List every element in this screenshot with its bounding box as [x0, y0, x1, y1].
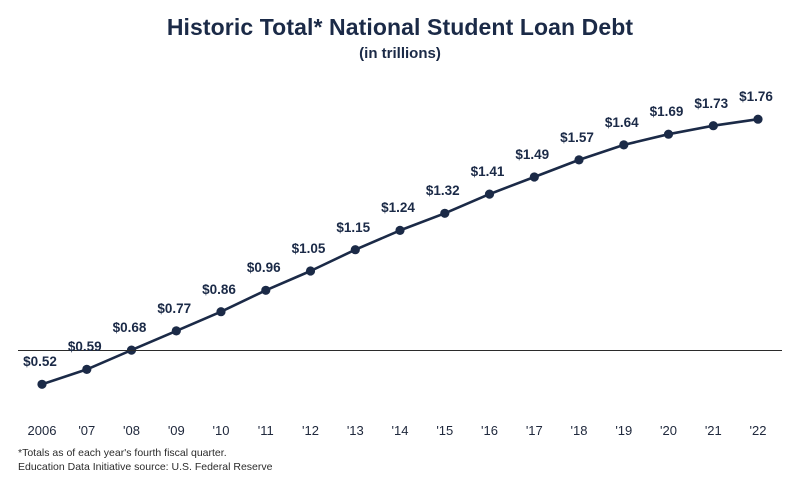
- x-axis-line: [18, 350, 782, 351]
- line-series: [0, 70, 800, 420]
- x-axis-tick-label: '09: [167, 423, 185, 438]
- data-point: [485, 190, 494, 199]
- data-point: [306, 266, 315, 275]
- chart-title: Historic Total* National Student Loan Debt: [166, 14, 634, 40]
- data-point-label: $0.77: [157, 300, 192, 316]
- data-point: [261, 286, 270, 295]
- x-axis-tick-label: '19: [615, 423, 633, 438]
- data-point-label: $0.59: [67, 339, 102, 355]
- x-axis-tick-label: '16: [481, 423, 498, 438]
- data-point: [530, 172, 539, 181]
- data-point: [619, 140, 628, 149]
- data-point: [395, 226, 404, 235]
- data-point-label: $1.05: [291, 241, 326, 256]
- x-axis-tick-label: 2006: [27, 423, 57, 438]
- data-point-label: $0.86: [202, 281, 236, 297]
- data-point-label: $0.68: [112, 320, 147, 336]
- x-axis-tick-label: '18: [570, 423, 588, 438]
- x-axis-tick-label: '13: [346, 423, 364, 438]
- x-axis-tick-label: '12: [302, 423, 319, 438]
- data-point: [216, 307, 225, 316]
- data-point-label: $1.76: [739, 89, 773, 105]
- data-point-label: $1.73: [694, 95, 729, 111]
- data-point-label: $1.64: [604, 114, 639, 130]
- x-axis-tick-label: '17: [525, 423, 543, 438]
- chart-footnotes: [18, 446, 618, 474]
- x-axis-tick-label: '14: [391, 423, 409, 438]
- x-axis-labels: [0, 423, 800, 441]
- data-point: [574, 155, 583, 164]
- data-point-label: $1.49: [515, 147, 550, 162]
- data-point: [440, 209, 449, 218]
- x-axis-tick-label: '20: [660, 423, 677, 438]
- data-point-label: $1.32: [425, 183, 460, 199]
- data-point-label: $0.52: [23, 354, 57, 370]
- plot-area: [0, 70, 800, 420]
- data-point: [172, 326, 181, 335]
- data-point: [664, 130, 673, 139]
- data-point-label: $1.57: [560, 129, 594, 145]
- data-point-label: $1.24: [381, 200, 415, 216]
- x-axis-tick-label: '08: [123, 423, 140, 438]
- footnote-totals: *Totals as of each year's fourth fiscal quarter.: [18, 447, 227, 459]
- data-point-label: $1.69: [649, 104, 684, 120]
- data-point-label: $0.96: [246, 260, 281, 276]
- x-axis-tick-label: '11: [257, 423, 274, 438]
- x-axis-tick-label: '15: [436, 423, 454, 438]
- chart-subtitle: (in trillions): [359, 45, 441, 62]
- data-point: [753, 115, 762, 124]
- data-point-label: $1.15: [336, 219, 371, 235]
- data-point: [351, 245, 360, 254]
- data-point: [82, 365, 91, 374]
- x-axis-tick-label: '21: [704, 423, 722, 438]
- data-point: [37, 380, 46, 389]
- data-point-label: $1.41: [470, 164, 505, 180]
- footnote-source: Education Data Initiative source: U.S. Federal Reserve: [18, 461, 273, 473]
- x-axis-tick-label: '22: [749, 423, 767, 438]
- x-axis-tick-label: '10: [212, 423, 230, 438]
- data-point: [709, 121, 718, 130]
- x-axis-tick-label: '07: [78, 423, 96, 438]
